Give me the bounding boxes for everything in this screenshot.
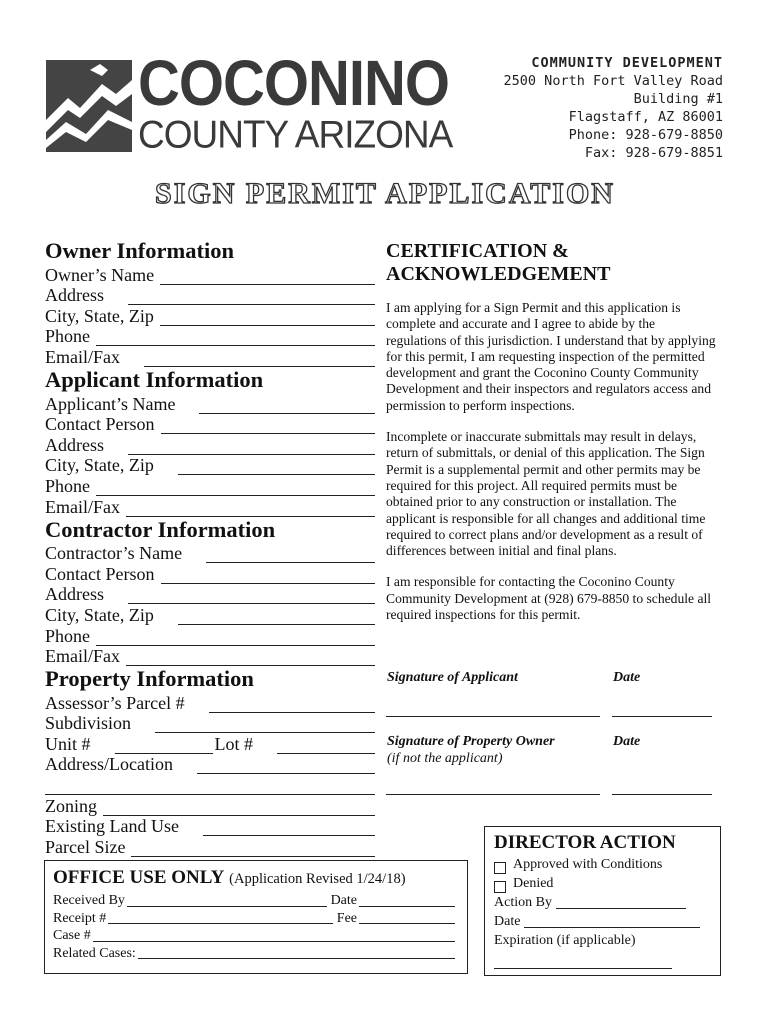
certification-paragraph: Incomplete or inaccurate submittals may result in delays, return of submittals, or denial of this application. The Sign Permit is a supplemental permit and other permits may be required for this project. All required permits must be obtained prior to any construction or installation. The applicant is responsible for all changes and additional time required to correct plans and/or development as a result of differences between initial and final plans. <box>386 429 706 559</box>
applicant-address-row <box>45 434 375 455</box>
applicant-phone-field[interactable] <box>96 481 375 496</box>
field-label: City, State, Zip <box>45 305 154 326</box>
fee-field[interactable] <box>359 923 455 924</box>
parcel-size-row <box>45 836 375 857</box>
land-use-field[interactable] <box>203 821 375 836</box>
field-label: Phone <box>45 625 90 646</box>
field-label: Contractor’s Name <box>45 543 183 564</box>
applicant-heading: Applicant Information <box>45 366 264 392</box>
applicant-city-field[interactable] <box>178 460 375 475</box>
contractor-city-field[interactable] <box>178 610 375 625</box>
owner-heading: Owner Information <box>45 238 234 263</box>
date-owner-field[interactable] <box>612 793 712 795</box>
owner-email-row <box>45 346 375 367</box>
field-label: Phone <box>45 475 90 496</box>
field-label: Email/Fax <box>45 496 120 517</box>
signature-owner-note: (if not the applicant) <box>387 751 503 766</box>
office-use-box <box>44 860 468 974</box>
owner-address-field[interactable] <box>128 290 375 305</box>
owner-name-row <box>45 264 375 285</box>
signature-applicant-label: Signature of Applicant <box>387 670 518 685</box>
date-label: Date <box>613 670 641 685</box>
director-heading: DIRECTOR ACTION <box>494 832 676 853</box>
date-label: Date <box>613 734 641 749</box>
certification-paragraph: I am applying for a Sign Permit and this application is complete and accurate and I agree to abide by the regulations of this jurisdiction. I understand that by applying for this permit, I am requesting inspection of the permitted development and grant the Coconino County Community Development and their inspectors and regulators access and permission to perform inspections. <box>386 300 716 413</box>
field-label: Address <box>45 434 104 455</box>
parcel-field[interactable] <box>209 698 375 713</box>
field-label: Date <box>494 914 521 929</box>
property-heading: Property Information <box>45 666 254 692</box>
fax-number: Fax: 928-679-8851 <box>584 145 723 161</box>
contractor-name-field[interactable] <box>206 548 375 563</box>
subdivision-row <box>45 713 375 734</box>
field-label: Contact Person <box>45 414 155 435</box>
field-label: Address/Location <box>45 754 173 775</box>
denied-checkbox[interactable] <box>494 881 506 893</box>
field-label: Assessor’s Parcel # <box>45 692 185 713</box>
applicant-address-field[interactable] <box>128 440 375 455</box>
field-label: Parcel Size <box>45 836 126 857</box>
logo-subtitle: COUNTY ARIZONA <box>138 112 453 156</box>
office-date-field[interactable] <box>359 906 455 907</box>
zoning-row <box>45 795 375 816</box>
contractor-address-field[interactable] <box>128 589 375 604</box>
owner-city-row <box>45 305 375 326</box>
director-date-row <box>494 912 711 931</box>
certification-heading: CERTIFICATION & <box>386 240 569 262</box>
date-applicant-field[interactable] <box>612 715 712 717</box>
applicant-contact-field[interactable] <box>161 419 376 434</box>
field-label: Applicant’s Name <box>45 393 176 414</box>
field-label: Existing Land Use <box>45 816 179 837</box>
owner-name-field[interactable] <box>160 270 375 285</box>
zoning-field[interactable] <box>103 801 375 816</box>
field-label: Contact Person <box>45 563 155 584</box>
county-logo-icon <box>46 60 132 152</box>
logo-title: COCONINO <box>138 47 449 120</box>
related-row <box>53 945 459 963</box>
contractor-email-row <box>45 646 375 667</box>
received-row <box>53 892 459 910</box>
owner-email-field[interactable] <box>144 352 375 367</box>
unit-field[interactable] <box>115 739 213 754</box>
contractor-phone-row <box>45 625 375 646</box>
approved-checkbox[interactable] <box>494 862 506 874</box>
parcel-row <box>45 692 375 713</box>
contractor-name-row <box>45 543 375 564</box>
address-location-field-2[interactable] <box>45 780 375 795</box>
phone-number: Phone: 928-679-8850 <box>568 127 723 143</box>
address-line: Flagstaff, AZ 86001 <box>568 109 723 125</box>
contractor-heading: Contractor Information <box>45 516 276 542</box>
field-label: Date <box>330 893 357 908</box>
receipt-row <box>53 910 459 928</box>
field-label: City, State, Zip <box>45 455 154 476</box>
certification-heading-2: ACKNOWLEDGEMENT <box>386 263 611 285</box>
signature-owner-field[interactable] <box>386 793 600 795</box>
contractor-city-row <box>45 604 375 625</box>
field-label: Subdivision <box>45 713 132 734</box>
land-use-row <box>45 816 375 837</box>
related-cases-field[interactable] <box>138 958 455 959</box>
applicant-name-row <box>45 393 375 414</box>
action-by-field[interactable] <box>556 908 686 909</box>
applicant-city-row <box>45 455 375 476</box>
field-label: City, State, Zip <box>45 604 154 625</box>
unit-lot-row <box>45 733 375 754</box>
certification-paragraph: I am responsible for contacting the Coconino County Community Development at (928) 679-8850 to schedule all required inspections for this permit. <box>386 574 712 623</box>
owner-phone-row <box>45 326 375 347</box>
field-label: Zoning <box>45 795 97 816</box>
applicant-contact-row <box>45 414 375 435</box>
field-label: Fee <box>336 910 357 926</box>
field-label: Expiration (if applicable) <box>494 933 636 948</box>
field-label: Received By <box>53 893 125 908</box>
field-label: Address <box>45 584 104 605</box>
field-label: Related Cases: <box>53 945 136 961</box>
office-heading <box>53 867 459 890</box>
contractor-email-field[interactable] <box>126 651 375 666</box>
applicant-name-field[interactable] <box>199 399 375 414</box>
owner-city-field[interactable] <box>160 311 375 326</box>
applicant-email-row <box>45 496 375 517</box>
owner-phone-field[interactable] <box>96 331 375 346</box>
department-address <box>504 54 723 162</box>
applicant-form <box>45 238 375 857</box>
expiration-line-row <box>494 950 711 972</box>
form-title: SIGN PERMIT APPLICATION <box>155 177 615 210</box>
address-location-field[interactable] <box>197 759 375 774</box>
field-label: Address <box>45 285 104 306</box>
field-label: Phone <box>45 326 90 347</box>
signature-owner-label: Signature of Property Owner <box>387 734 555 749</box>
parcel-size-field[interactable] <box>131 842 375 857</box>
address-line: 2500 North Fort Valley Road <box>503 73 723 89</box>
contractor-contact-row <box>45 563 375 584</box>
department-name: COMMUNITY DEVELOPMENT <box>531 55 723 71</box>
approved-row <box>494 855 711 874</box>
address-location-row-2 <box>45 774 375 795</box>
contractor-address-row <box>45 584 375 605</box>
subdivision-field[interactable] <box>155 718 375 733</box>
expiration-row <box>494 931 711 950</box>
field-label: Email/Fax <box>45 346 120 367</box>
field-label: Unit # <box>45 733 91 754</box>
office-heading-text: OFFICE USE ONLY <box>53 867 225 888</box>
denied-row <box>494 874 711 893</box>
field-label: Action By <box>494 895 552 910</box>
field-label: Receipt # <box>53 910 107 926</box>
field-label: Owner’s Name <box>45 264 155 285</box>
denied-label: Denied <box>513 876 554 891</box>
owner-address-row <box>45 285 375 306</box>
signature-applicant-field[interactable] <box>386 715 600 717</box>
field-label: Lot # <box>214 733 254 754</box>
director-action-box <box>484 826 721 976</box>
revision-note: (Application Revised 1/24/18) <box>229 871 406 887</box>
action-by-row <box>494 893 711 912</box>
case-field[interactable] <box>93 941 455 942</box>
director-date-field[interactable] <box>524 927 700 928</box>
address-location-row <box>45 754 375 775</box>
contractor-phone-field[interactable] <box>96 631 375 646</box>
field-label: Email/Fax <box>45 646 120 667</box>
field-label: Case # <box>53 928 91 943</box>
approved-label: Approved with Conditions <box>513 857 663 872</box>
case-row <box>53 927 459 945</box>
applicant-email-field[interactable] <box>126 502 375 517</box>
lot-field[interactable] <box>277 739 375 754</box>
expiration-field[interactable] <box>494 968 672 969</box>
receipt-field[interactable] <box>108 923 333 924</box>
received-by-field[interactable] <box>127 906 327 907</box>
applicant-phone-row <box>45 475 375 496</box>
address-line: Building #1 <box>633 91 723 107</box>
contractor-contact-field[interactable] <box>161 569 376 584</box>
certification-section <box>386 240 716 623</box>
